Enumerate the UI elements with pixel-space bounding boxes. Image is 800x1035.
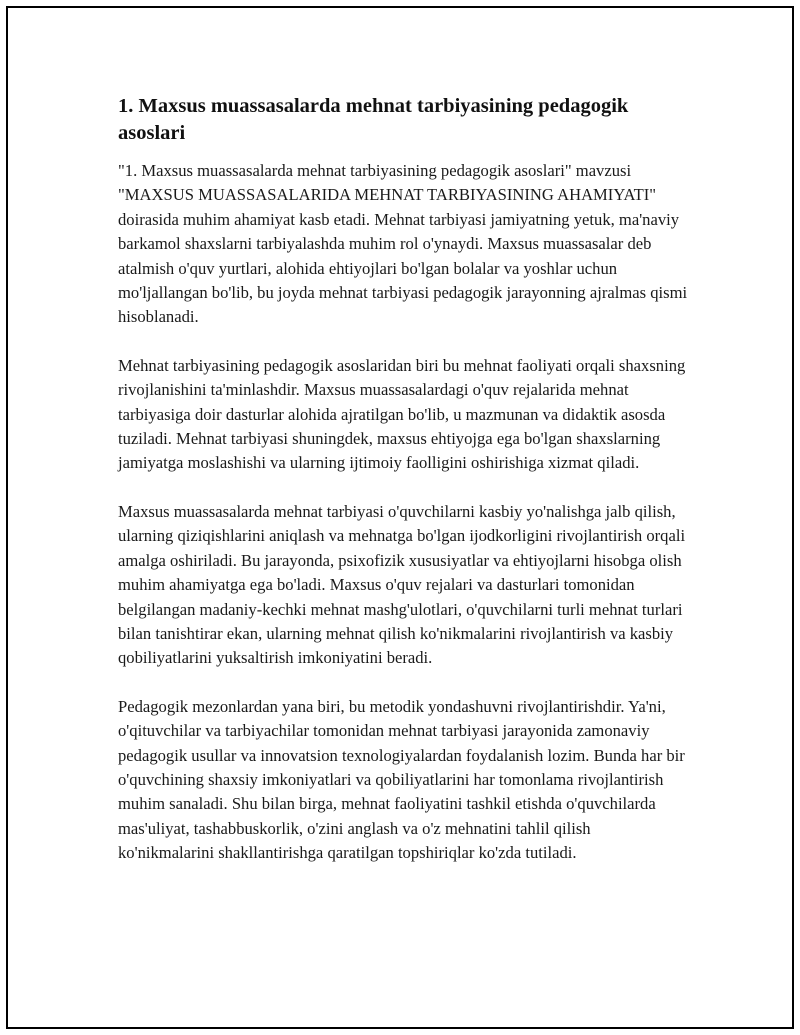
paragraph-4: Pedagogik mezonlardan yana biri, bu metodik yondashuvni rivojlantirishdir. Ya'ni, o'qituvchilar va tarbiyachilar tomonidan mehnat tarbiyasi jarayonida zamonaviy pedagogik usullar va innovatsion texnologiyalardan foydalanish lozim. Bunda har bir o'quvchining shaxsiy imkoniyatlari va qobiliyatlarini har tomonlama rivojlantirish muhim sanaladi. Shu bilan birga, mehnat faoliyatini tashkil etishda o'quvchilarda mas'uliyat, tashabbuskorlik, o'zini anglash va o'z mehnatini tahlil qilish ko'nikmalarini shakllantirishga qaratilgan topshiriqlar ko'zda tutiladi. (118, 696, 685, 863)
paragraph-1: "1. Maxsus muassasalarda mehnat tarbiyasining pedagogik asoslari" mavzusi "MAXSUS MUASSASALARIDA MEHNAT TARBIYASINING AHAMIYATI" doirasida muhim ahamiyat kasb etadi. Mehnat tarbiyasi jamiyatning yetuk, ma'naviy barkamol shaxslarni tarbiyalashda muhim rol o'ynaydi. Maxsus muassasalar deb atalmish o'quv yurtlari, alohida ehtiyojlari bo'lgan bolalar va yoshlar uchun mo'ljallangan bo'lib, bu joyda mehnat tarbiyasi pedagogik jarayonning ajralmas qismi hisoblanadi. (118, 161, 688, 327)
paragraph-2: Mehnat tarbiyasining pedagogik asoslaridan biri bu mehnat faoliyati orqali shaxsning rivojlanishini ta'minlashdir. Maxsus muassasalardagi o'quv rejalarida mehnat tarbiyasiga doir dasturlar alohida ajratilgan bo'lib, u mazmunan va didaktik asosda tuziladi. Mehnat tarbiyasi shuningdek, maxsus ehtiyojga ega bo'lgan shaxslarning jamiyatga moslashishi va ularning ijtimoiy faolligini oshirishiga xizmat qiladi. (118, 355, 686, 473)
document-body (118, 93, 688, 890)
paragraph-3: Maxsus muassasalarda mehnat tarbiyasi o'quvchilarni kasbiy yo'nalishga jalb qilish, ularning qiziqishlarini aniqlash va mehnatga bo'lgan ijodkorligini rivojlantirish orqali amalga oshiriladi. Bu jarayonda, psixofizik xususiyatlar va ehtiyojlarni hisobga olish muhim ahamiyatga ega bo'ladi. Maxsus o'quv rejalari va dasturlari tomonidan belgilangan madaniy-kechki mehnat mashg'ulotlari, o'quvchilarni turli mehnat turlari bilan tanishtirar ekan, ularning mehnat qilish ko'nikmalarini rivojlantirish va kasbiy qobiliyatlarini yuksaltirish imkoniyatini beradi. (118, 501, 686, 668)
section-heading: 1. Maxsus muassasalarda mehnat tarbiyasining pedagogik asoslari (118, 95, 629, 144)
